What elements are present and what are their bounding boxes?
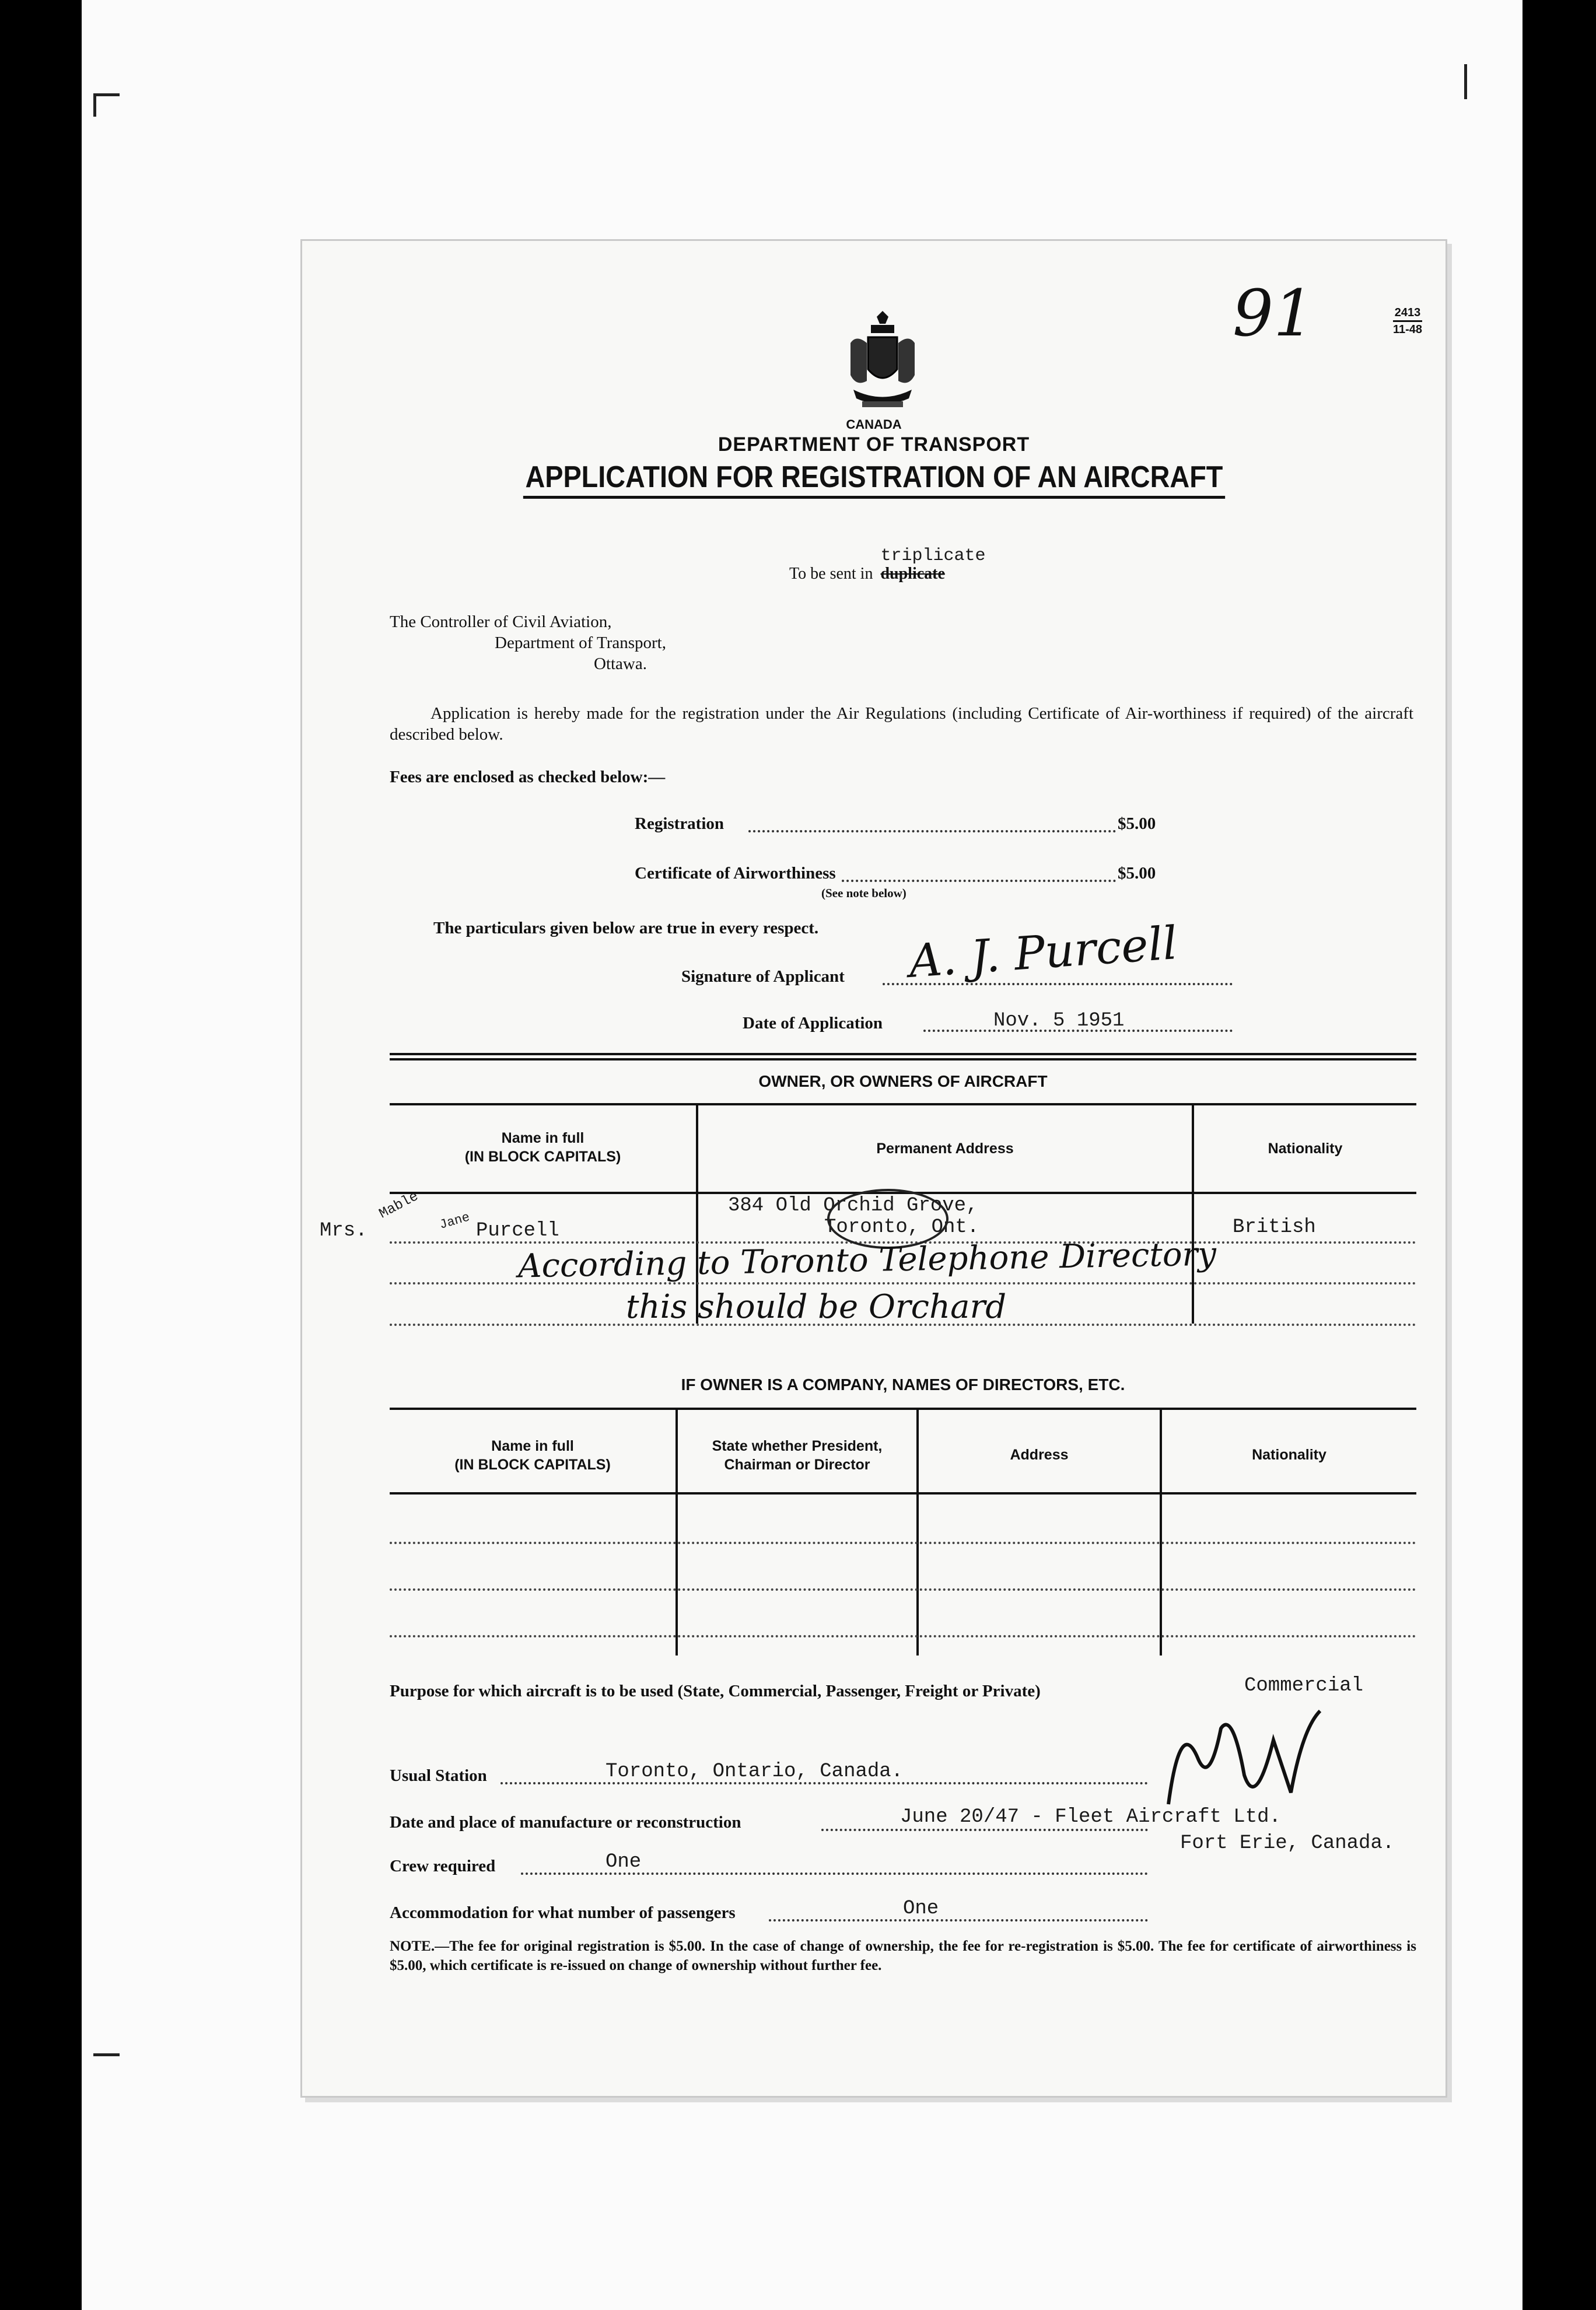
leader-dots (842, 880, 1116, 882)
table-row-line (390, 1542, 1416, 1544)
owner-address-line-1: 384 Old Orchid Grove, (728, 1195, 978, 1217)
section-rule (390, 1053, 1416, 1055)
table-row-line (390, 1635, 1416, 1637)
application-form (300, 239, 1447, 2098)
form-number-block (1393, 305, 1422, 337)
form-date: 11-48 (1393, 320, 1422, 337)
footnote-label: NOTE.— (390, 1938, 450, 1954)
column-divider (1192, 1103, 1194, 1324)
owners-col-nationality: Nationality (1268, 1140, 1343, 1157)
airworthiness-fee: $5.00 (1118, 864, 1156, 883)
applicant-signature: A. J. Purcell (907, 917, 1180, 988)
fees-heading: Fees are enclosed as checked below:— (390, 768, 666, 786)
owners-col-address: Permanent Address (876, 1140, 1014, 1157)
directors-col-role-line-1: State whether President, (712, 1438, 883, 1454)
scan-corner-mark (93, 93, 96, 117)
handwritten-annotation-line-1: According to Toronto Telephone Directory (517, 1235, 1217, 1286)
country-label: CANADA (846, 417, 902, 432)
registration-label: Registration (635, 814, 724, 833)
directors-heading: IF OWNER IS A COMPANY, NAMES OF DIRECTORS, ETC. (681, 1376, 1125, 1394)
table-row-line (390, 1588, 1416, 1591)
handwritten-annotation-line-2: this should be Orchard (626, 1288, 1007, 1326)
directors-col-role-line-2: Chairman or Director (724, 1457, 870, 1473)
owner-first-name: Mable (376, 1188, 422, 1223)
coat-of-arms-icon (845, 311, 921, 416)
table-top-border (390, 1408, 1416, 1410)
page-title-text: APPLICATION FOR REGISTRATION OF AN AIRCRAFT (523, 460, 1224, 499)
footnote-text: The fee for original registration is $5.00. In the case of change of ownership, the fee for re-registration is $5.00. The fee for certificate of airworthiness is $5.00, which certificate is re-issued on change of ownership without further fee. (390, 1938, 1416, 1973)
manufacture-label: Date and place of manufacture or reconstruction (390, 1813, 741, 1832)
table-top-border (390, 1103, 1416, 1105)
airworthiness-label: Certificate of Airworthiness (635, 864, 836, 883)
owners-col-name-line-1: Name in full (501, 1130, 584, 1146)
see-note-label: (See note below) (821, 886, 907, 900)
form-number: 2413 (1394, 306, 1421, 319)
purpose-label: Purpose for which aircraft is to be used (State, Commercial, Passenger, Freight or Private) (390, 1682, 1041, 1700)
owner-middle-name: Jane (438, 1210, 472, 1233)
owner-prefix: Mrs. (320, 1220, 368, 1242)
purpose-value: Commercial (1244, 1675, 1364, 1697)
header-bottom-border (390, 1492, 1416, 1494)
addressee-line-3: Ottawa. (594, 654, 647, 673)
addressee-block (390, 611, 666, 674)
owner-nationality: British (1233, 1216, 1316, 1238)
handwritten-initials-mark (1157, 1705, 1332, 1822)
date-of-application-label: Date of Application (743, 1014, 883, 1032)
directors-col-nationality: Nationality (1252, 1447, 1326, 1463)
directors-col-address: Address (1010, 1447, 1069, 1463)
send-label: To be sent in (789, 565, 873, 583)
crew-label: Crew required (390, 1857, 496, 1875)
owner-address-line-2: Toronto, Ont. (824, 1216, 979, 1238)
column-divider (1160, 1408, 1162, 1656)
crew-value: One (606, 1851, 642, 1873)
manufacture-value-line-1: June 20/47 - Fleet Aircraft Ltd. (900, 1806, 1281, 1828)
scan-corner-mark (93, 2053, 120, 2056)
signature-label: Signature of Applicant (681, 967, 845, 986)
owners-col-name-line-2: (IN BLOCK CAPITALS) (464, 1149, 621, 1165)
section-rule (390, 1058, 1416, 1060)
send-struck-copies: duplicate (880, 565, 945, 583)
owners-heading: OWNER, OR OWNERS OF AIRCRAFT (758, 1072, 1048, 1090)
directors-col-name (390, 1437, 676, 1474)
directors-col-role (678, 1437, 916, 1474)
column-divider (916, 1408, 919, 1656)
leader-dots (821, 1829, 1148, 1831)
date-of-application-value: Nov. 5 1951 (993, 1010, 1125, 1032)
department-label: DEPARTMENT OF TRANSPORT (718, 433, 1030, 456)
addressee-line-1: The Controller of Civil Aviation, (390, 612, 612, 631)
usual-station-label: Usual Station (390, 1766, 487, 1785)
scan-corner-mark (1464, 64, 1467, 99)
intro-text: Application is hereby made for the registration under the Air Regulations (including Certificate of Air-worthiness if required) of the aircraft described below. (390, 704, 1413, 744)
directors-col-name-line-2: (IN BLOCK CAPITALS) (454, 1457, 611, 1473)
page-number: 91 (1233, 276, 1314, 351)
declaration-text: The particulars given below are true in every respect. (433, 919, 819, 937)
registration-fee: $5.00 (1118, 814, 1156, 833)
manufacture-value-line-2: Fort Erie, Canada. (1180, 1832, 1395, 1854)
leader-dots (748, 830, 1116, 832)
send-line (789, 546, 986, 583)
usual-station-value: Toronto, Ontario, Canada. (606, 1760, 904, 1783)
passengers-value: One (903, 1898, 939, 1920)
send-inserted-copies: triplicate (880, 546, 986, 566)
footnote (390, 1937, 1416, 1975)
leader-dots (769, 1919, 1148, 1922)
passengers-label: Accommodation for what number of passengers (390, 1903, 736, 1922)
owner-last-name: Purcell (476, 1220, 559, 1242)
addressee-line-2: Department of Transport, (495, 634, 666, 652)
scan-corner-mark (93, 93, 120, 96)
page-title (302, 460, 1446, 499)
directors-col-name-line-1: Name in full (491, 1438, 574, 1454)
owners-col-name (390, 1129, 696, 1166)
